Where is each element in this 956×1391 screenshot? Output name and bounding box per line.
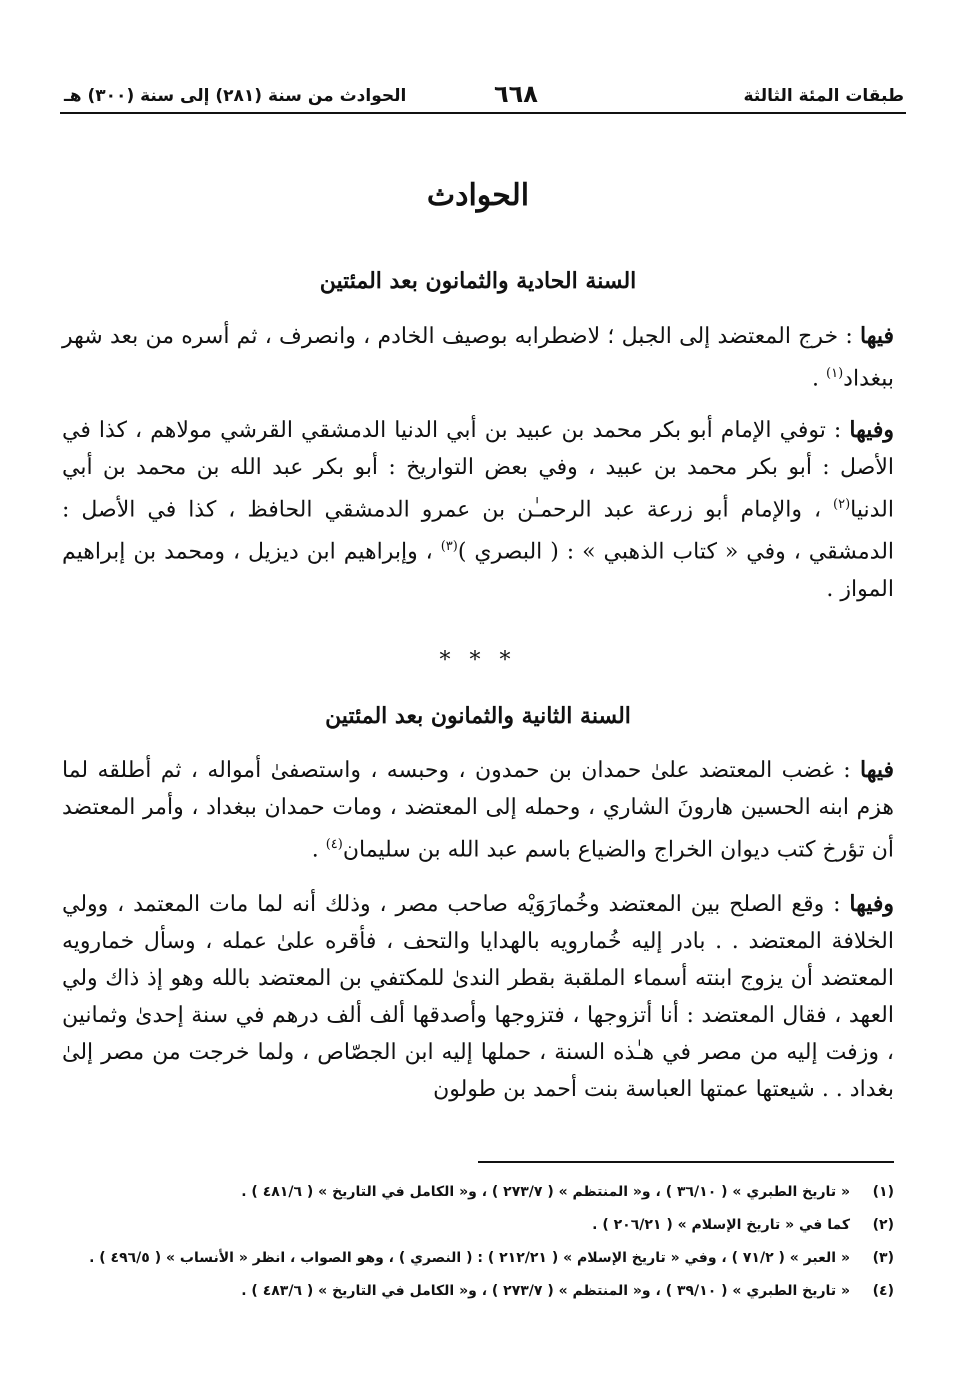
footnote-text: « تاريخ الطبري » ( ٣٩/١٠ ) ، و« المنتظم » ( ٢٧٣/٧ ) ، و« الكامل في التاريخ » ( ٤٨٣/٦ ) . xyxy=(241,1283,850,1299)
section-heading-281: السنة الحادية والثمانون بعد المئتين xyxy=(319,268,637,294)
footnote-ref-1[interactable]: (١) xyxy=(826,366,844,381)
events-range: الحوادث من سنة (٢٨١) إلى سنة (٣٠٠) هـ xyxy=(64,86,407,106)
paragraph-lead: فيها xyxy=(860,757,894,783)
footnote-4 xyxy=(62,1279,894,1303)
footnote-1 xyxy=(62,1180,894,1204)
footnote-text: كما في « تاريخ الإسلام » ( ٢٠٦/٢١ ) . xyxy=(592,1217,850,1233)
section-separator: * * * xyxy=(439,648,517,673)
header-rule xyxy=(60,112,906,114)
footnote-3 xyxy=(62,1246,894,1270)
footnote-number: (٤) xyxy=(872,1283,894,1299)
paragraph-text: : غضب المعتضد علىٰ حمدان بن حمدون ، وحبسه ، واستصفىٰ أمواله ، ثم أطلقه لما هزم ابنه الحسين هارونَ الشاري ، وحمله إلى المعتضد ، ومات حمدان ببغداد ، وأمر المعتضد أن تؤرخ كتب ديوان الخراج والضياع باسم عبد الله بن سليمان xyxy=(62,758,894,863)
footnote-ref-2[interactable]: (٢) xyxy=(833,497,851,512)
paragraph-281-2 xyxy=(62,412,894,608)
footnote-number: (٢) xyxy=(872,1217,894,1233)
footnote-ref-3[interactable]: (٣) xyxy=(440,539,458,555)
section-heading-282: السنة الثانية والثمانون بعد المئتين xyxy=(325,703,631,729)
paragraph-281-1 xyxy=(62,318,894,397)
paragraph-282-2 xyxy=(62,886,894,1108)
paragraph-text: : وقع الصلح بين المعتضد وخُمارَوَيْه صاحب مصر ، وذلك أنه لما مات المعتمد ، وولي الخلافة المعتضد . . بادر إليه خُمارويه بالهدايا والتحف ، فأقره علىٰ عمله ، وسأل خمارويه المعتضد أن يزوج ابنته أسماء الملقبة بقطر الندىٰ للمكتفي بن المعتضد بالله وهو إذ ذاك ولي العهد ، فقال المعتضد : أنا أتزوجها ، فتزوجها وأصدقها ألف ألف درهم في سنة إحدىٰ وثمانين ، وزفت إليه من مصر في هـٰذه السنة ، حملها إليه ابن الجصّاص ، ولما خرجت من مصر إلىٰ بغداد . . شيعتها عمتها العباسة بنت أحمد بن طولون xyxy=(62,892,894,1102)
page-title: الحوادث xyxy=(426,178,530,213)
running-header xyxy=(64,80,904,110)
paragraph-tail: . xyxy=(311,837,326,863)
footnotes xyxy=(62,1180,894,1312)
paragraph-282-1 xyxy=(62,752,894,868)
footnote-ref-4[interactable]: (٤) xyxy=(325,837,343,852)
paragraph-lead: فيها xyxy=(860,323,894,349)
footnote-text: « تاريخ الطبري » ( ٣٦/١٠ ) ، و« المنتظم » ( ٢٧٣/٧ ) ، و« الكامل في التاريخ » ( ٤٨١/٦ ) . xyxy=(241,1184,850,1200)
book-title: طبقات المئة الثالثة xyxy=(743,86,904,106)
footnote-number: (٣) xyxy=(872,1250,894,1266)
paragraph-text: ، وإبراهيم ابن ديزيل ، ومحمد بن إبراهيم المواز . xyxy=(62,539,894,602)
footnote-rule xyxy=(478,1161,894,1163)
page-number: ٦٦٨ xyxy=(494,80,538,108)
paragraph-tail: . xyxy=(812,366,827,392)
paragraph-text: : خرج المعتضد إلى الجبل ؛ لاضطرابه بوصيف الخادم ، وانصرف ، ثم أسره من بعد شهر ببغداد xyxy=(62,324,894,392)
paragraph-lead: وفيها xyxy=(849,417,894,443)
paragraph-lead: وفيها xyxy=(849,891,894,917)
paragraph-text: ، والإمام أبو زرعة عبد الرحمـٰن بن عمرو الدمشقي الحافظ ، كذا في الأصل : الدمشقي ، وفي « كتاب الذهبي » : ( البصري ) xyxy=(62,497,895,565)
footnote-text: « العبر » ( ٧١/٢ ) ، وفي « تاريخ الإسلام » ( ٢١٢/٢١ ) : ( النصري ) ، وهو الصواب ، انظر « الأنساب » ( ٤٩٦/٥ ) . xyxy=(89,1250,850,1266)
paragraph-text: : توفي الإمام أبو بكر محمد بن عبيد بن أبي الدنيا الدمشقي القرشي مولاهم ، كذا في الأصل : أبو بكر محمد بن عبيد ، وفي بعض التواريخ : أبو بكر عبد الله بن محمد بن أبي الدنيا xyxy=(62,418,894,523)
footnote-2 xyxy=(62,1213,894,1237)
footnote-number: (١) xyxy=(872,1184,894,1200)
